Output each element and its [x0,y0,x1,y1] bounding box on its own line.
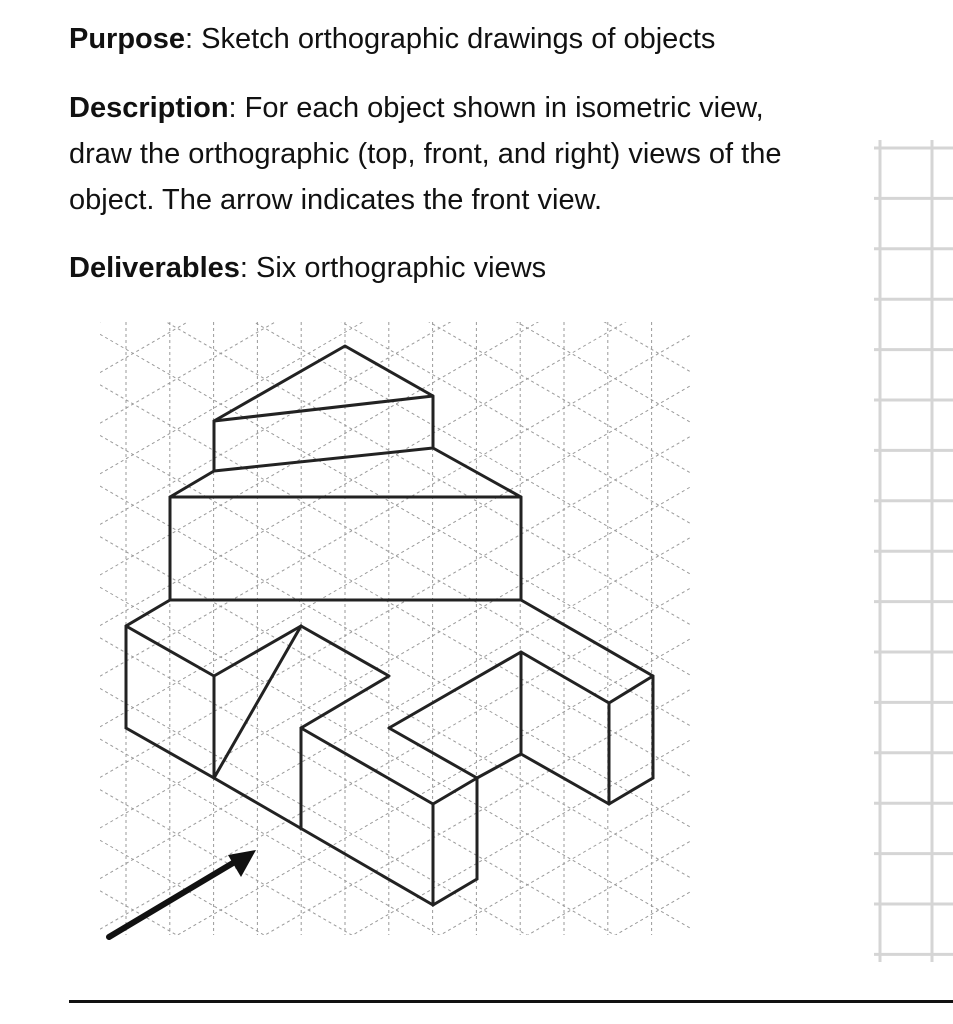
iso-grid-line [100,0,692,322]
right-block-bottom [609,778,653,804]
iso-grid-line [100,81,692,423]
iso-grid-line [100,891,692,1024]
description-label: Description [69,92,229,124]
front-view-arrow-shaft [109,860,238,937]
pocket-floor [477,754,609,804]
iso-grid-line [100,31,692,373]
iso-grid-line [100,840,692,1024]
right-block-top [521,600,653,703]
iso-grid-line [100,31,692,373]
iso-grid-line [100,891,692,1024]
pocket-edge [389,652,609,728]
purpose-label: Purpose [69,23,186,55]
front-bottom-right [433,879,477,905]
iso-grid-line [100,790,692,1024]
isometric-object [126,346,653,905]
iso-grid-line [100,688,692,1024]
left-block-bottom-left [126,728,214,778]
front-bottom-left [214,778,433,905]
bottom-rule [69,1000,953,1003]
deliverables-text: : Six orthographic views [239,252,547,284]
roof-front-edge [214,396,433,421]
deliverables-label: Deliverables [69,252,240,284]
iso-grid-line [100,233,692,575]
iso-grid-line [100,688,692,1024]
iso-grid-line [100,182,692,524]
iso-grid-line [100,0,692,322]
iso-grid-line [100,840,692,1024]
description-text: : For each object shown in isometric view, draw the orthographic (top, front, and right) views of the object. The arrow indicates the front view. [69,92,782,216]
purpose-text: : Sketch orthographic drawings of objects [185,23,716,55]
iso-grid-line [100,790,692,1024]
iso-grid-line [100,132,692,474]
